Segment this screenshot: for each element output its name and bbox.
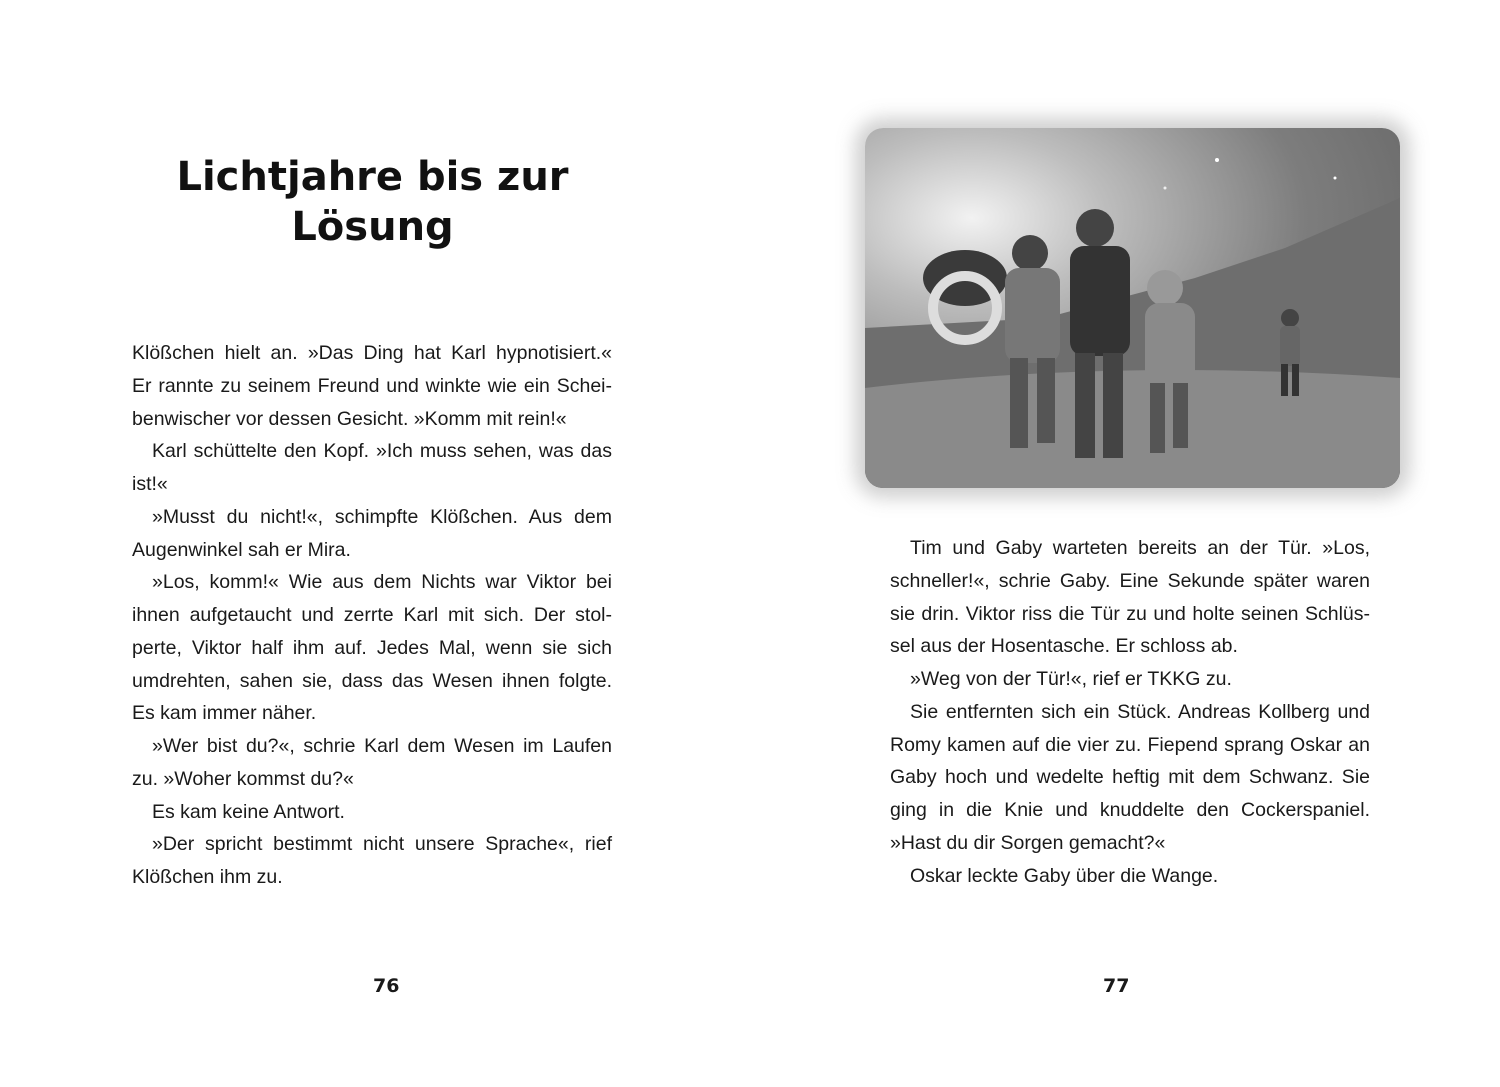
- paragraph: [890, 532, 1370, 663]
- page-number: 77: [1103, 975, 1130, 997]
- text-line: Es kam keine Antwort.: [152, 800, 345, 823]
- text-line: ist!«: [132, 473, 168, 495]
- paragraph: [132, 337, 612, 435]
- page-number: 76: [373, 975, 400, 997]
- text-line: Karl schüttelte den Kopf. »Ich muss sehen, was das: [152, 440, 612, 463]
- text-line: »Los, komm!« Wie aus dem Nichts war Viktor bei: [152, 571, 612, 594]
- paragraph: [890, 663, 1370, 696]
- text-line: schneller!«, schrie Gaby. Eine Sekunde später waren: [890, 569, 1370, 592]
- text-line: Tim und Gaby warteten bereits an der Tür. »Los,: [910, 537, 1370, 559]
- text-line: sie drin. Viktor riss die Tür zu und holte seinen Schlüs-: [890, 602, 1370, 625]
- paragraph: [132, 730, 612, 796]
- illustration: [865, 128, 1400, 488]
- text-line: umdrehten, sahen sie, dass das Wesen ihnen folgte.: [132, 669, 612, 692]
- text-line: ihnen aufgetaucht und zerrte Karl mit sich. Der stol-: [132, 604, 612, 626]
- text-line: Es kam immer näher.: [132, 702, 317, 725]
- chapter-title: [90, 152, 655, 252]
- paragraph: [132, 796, 612, 829]
- text-line: Sie entfernten sich ein Stück. Andreas Kollberg und: [910, 700, 1370, 723]
- text-line: zu. »Woher kommst du?«: [132, 767, 354, 790]
- text-line: Romy kamen auf die vier zu. Fiepend sprang Oskar an: [890, 733, 1370, 756]
- text-line: Oskar leckte Gaby über die Wange.: [910, 864, 1219, 887]
- text-line: »Musst du nicht!«, schimpfte Klößchen. Aus dem: [152, 505, 612, 528]
- text-line: Klößchen hielt an. »Das Ding hat Karl hypnotisiert.«: [132, 342, 612, 364]
- text-line: Augenwinkel sah er Mira.: [132, 538, 351, 561]
- paragraph: [132, 435, 612, 501]
- chapter-title-line: Lichtjahre bis zur: [176, 154, 569, 200]
- text-line: »Hast du dir Sorgen gemacht?«: [890, 831, 1166, 854]
- text-line: Er rannte zu seinem Freund und winkte wie ein Schei-: [132, 374, 612, 397]
- text-line: ging in die Knie und knuddelte den Cockerspaniel.: [890, 799, 1370, 821]
- text-line: Gaby hoch und wedelte heftig mit dem Schwanz. Sie: [890, 766, 1370, 789]
- text-line: benwischer vor dessen Gesicht. »Komm mit rein!«: [132, 407, 567, 430]
- text-line: »Weg von der Tür!«, rief er TKKG zu.: [910, 668, 1232, 690]
- chapter-title-line: Lösung: [291, 204, 454, 250]
- text-line: »Wer bist du?«, schrie Karl dem Wesen im Laufen: [152, 735, 612, 757]
- illustration-scene: [865, 128, 1400, 488]
- paragraph: [890, 696, 1370, 860]
- text-line: sel aus der Hosentasche. Er schloss ab.: [890, 635, 1238, 658]
- paragraph: [132, 828, 612, 894]
- paragraph: [132, 501, 612, 567]
- left-body-text: [132, 337, 612, 894]
- right-page: [750, 0, 1500, 1087]
- text-line: Klößchen ihm zu.: [132, 866, 283, 888]
- text-line: perte, Viktor half ihm auf. Jedes Mal, wenn sie sich: [132, 636, 612, 659]
- paragraph: [132, 566, 612, 730]
- right-body-text: [890, 532, 1370, 892]
- paragraph: [890, 860, 1370, 893]
- text-line: »Der spricht bestimmt nicht unsere Sprache«, rief: [152, 833, 612, 856]
